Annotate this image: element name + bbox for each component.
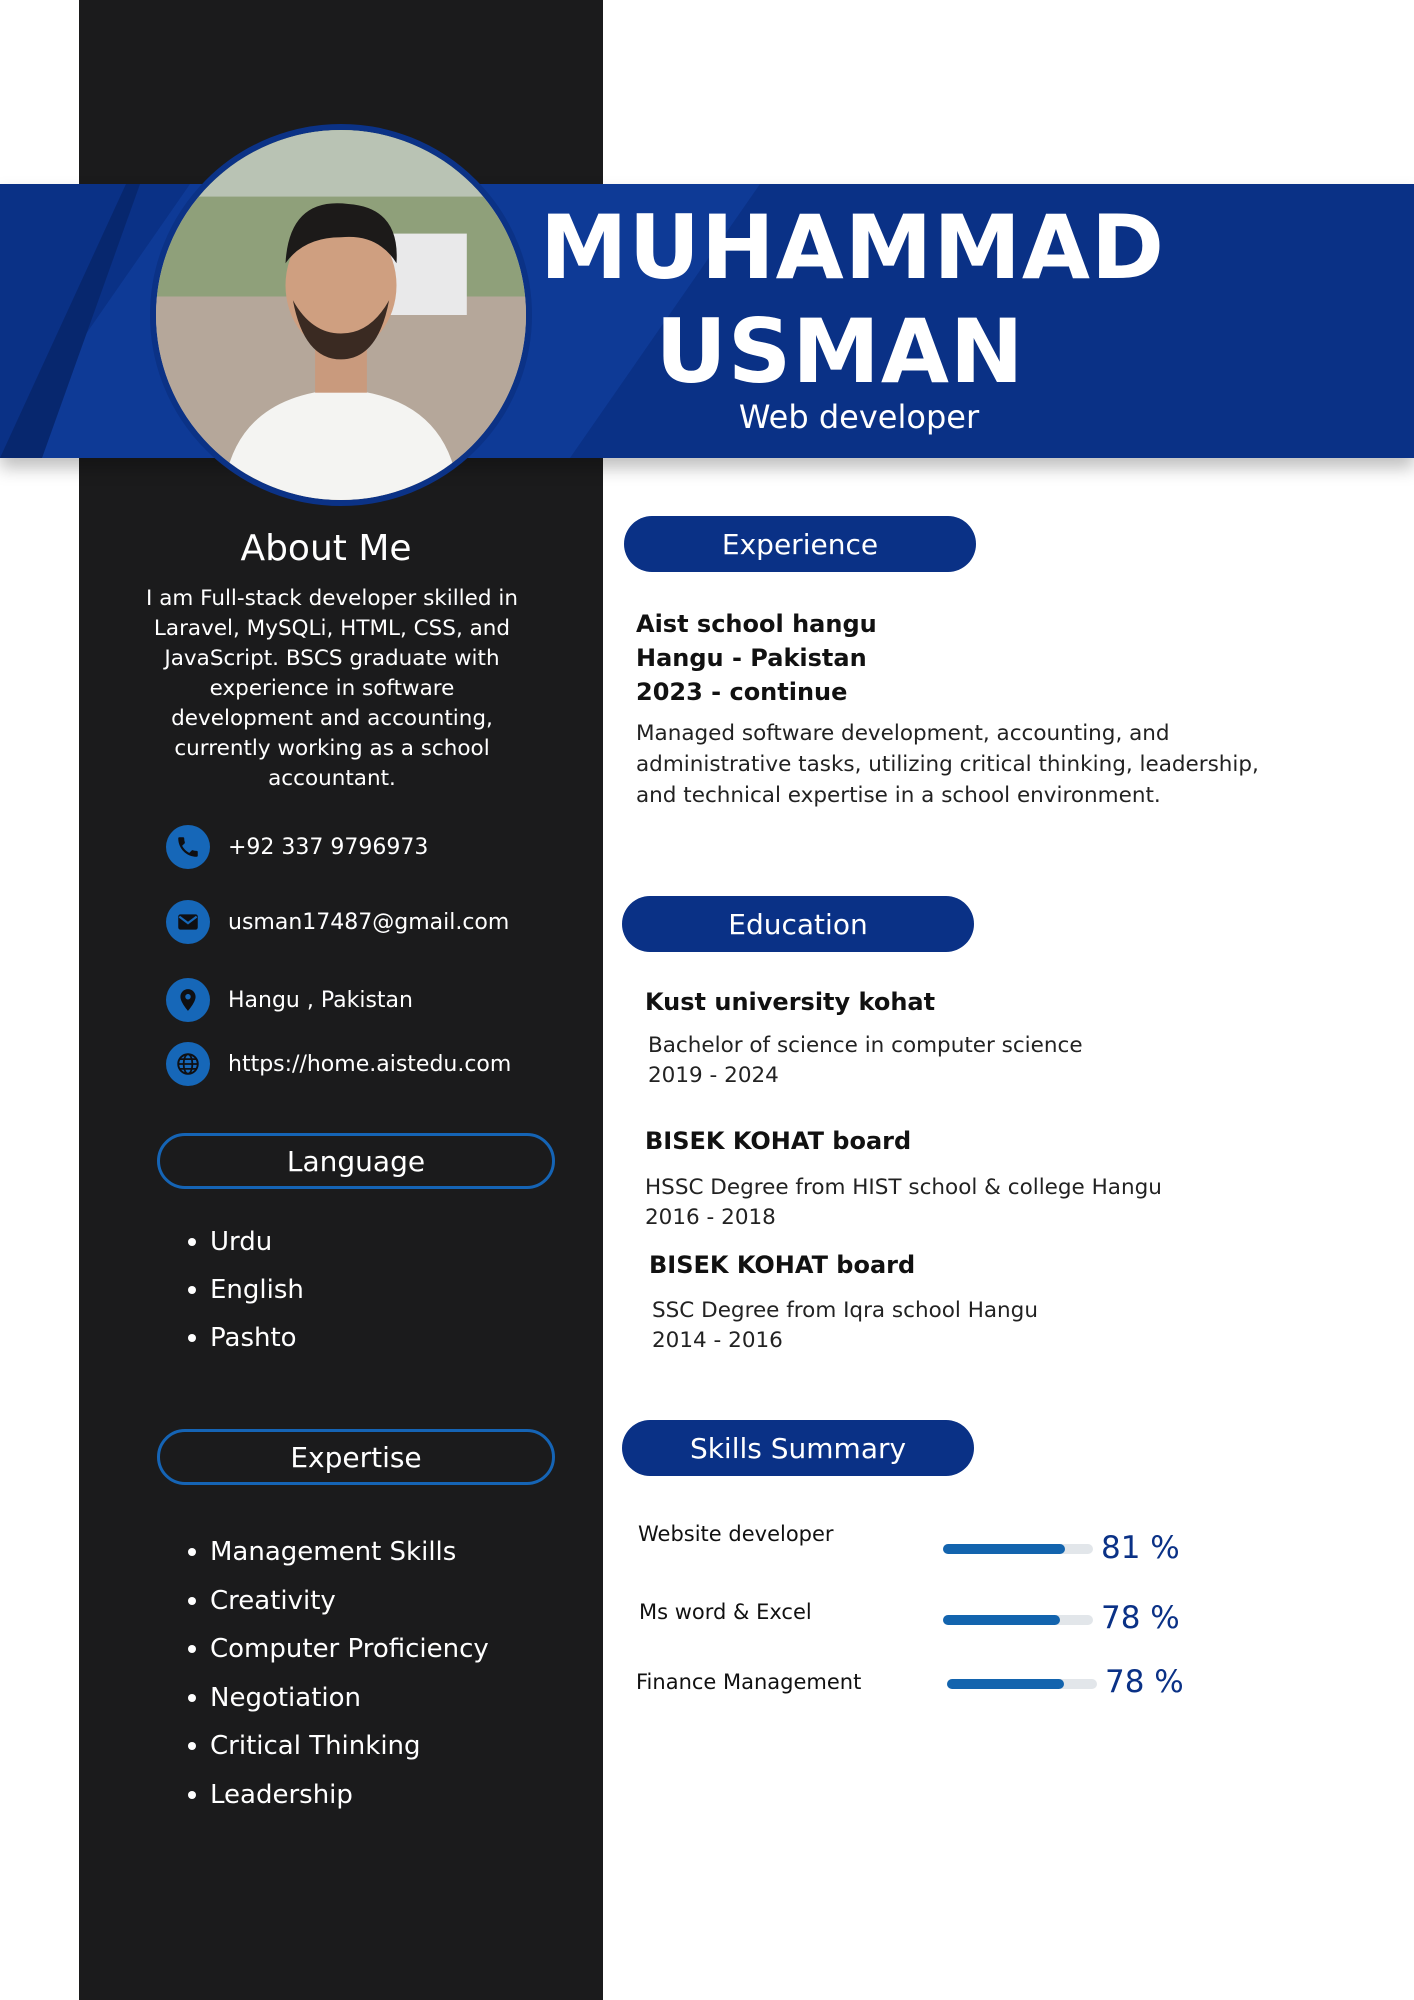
experience-period: 2023 - continue [636, 678, 848, 706]
phone-icon [166, 825, 210, 869]
email-address: usman17487@gmail.com [228, 909, 510, 935]
skill-bar-fill [947, 1679, 1064, 1689]
experience-heading: Experience [624, 516, 976, 572]
expertise-list [180, 1528, 489, 1819]
skill-percent: 81 % [1101, 1530, 1180, 1566]
experience-description-line: Managed software development, accounting, and [636, 721, 1170, 746]
skills-heading: Skills Summary [622, 1420, 974, 1476]
language-item: Urdu [180, 1218, 304, 1266]
expertise-item: Negotiation [180, 1674, 489, 1723]
skill-name: Finance Management [636, 1670, 862, 1694]
language-list [180, 1218, 304, 1362]
expertise-item: Computer Proficiency [180, 1625, 489, 1674]
location-text: Hangu , Pakistan [228, 987, 413, 1013]
globe-icon [166, 1042, 210, 1086]
education-institution: BISEK KOHAT board [649, 1251, 916, 1279]
profile-photo [150, 124, 532, 506]
contact-phone [166, 825, 586, 869]
education-period: 2019 - 2024 [648, 1063, 779, 1088]
name-line-2: USMAN [655, 300, 1025, 403]
education-period: 2014 - 2016 [652, 1328, 783, 1353]
skill-bar [943, 1544, 1093, 1554]
education-institution: Kust university kohat [645, 988, 936, 1016]
location-pin-icon [166, 978, 210, 1022]
education-degree: Bachelor of science in computer science [648, 1033, 1083, 1058]
job-title: Web developer [738, 398, 980, 436]
skill-bar-fill [943, 1544, 1065, 1554]
name-line-1: MUHAMMAD [540, 196, 1166, 299]
skill-bar [947, 1679, 1097, 1689]
website-link[interactable]: https://home.aistedu.com [228, 1051, 512, 1077]
education-degree: SSC Degree from Iqra school Hangu [652, 1298, 1038, 1323]
language-item: English [180, 1266, 304, 1314]
language-item: Pashto [180, 1314, 304, 1362]
skill-bar-fill [943, 1615, 1060, 1625]
skill-percent: 78 % [1105, 1664, 1184, 1700]
full-name [540, 196, 1166, 404]
about-title: About Me [240, 528, 412, 569]
experience-place: Hangu - Pakistan [636, 644, 867, 672]
email-icon [166, 900, 210, 944]
skill-bar [943, 1615, 1093, 1625]
skill-name: Website developer [638, 1522, 834, 1546]
phone-number: +92 337 9796973 [228, 834, 429, 860]
education-heading: Education [622, 896, 974, 952]
experience-organization: Aist school hangu [636, 610, 877, 638]
skill-name: Ms word & Excel [639, 1600, 812, 1624]
education-institution: BISEK KOHAT board [645, 1127, 912, 1155]
experience-description [636, 718, 1259, 811]
skill-percent: 78 % [1101, 1600, 1180, 1636]
contact-email [166, 900, 586, 944]
experience-description-line: and technical expertise in a school environment. [636, 783, 1161, 808]
contact-website[interactable] [166, 1042, 586, 1086]
about-text: I am Full-stack developer skilled in Laravel, MySQLi, HTML, CSS, and JavaScript. BSCS graduate with experience in software development and accounting, currently working as a school accountant. [146, 586, 518, 791]
expertise-item: Creativity [180, 1577, 489, 1626]
education-period: 2016 - 2018 [645, 1205, 776, 1230]
education-degree: HSSC Degree from HIST school & college Hangu [645, 1175, 1162, 1200]
experience-description-line: administrative tasks, utilizing critical thinking, leadership, [636, 752, 1259, 777]
contact-location [166, 978, 586, 1022]
expertise-item: Critical Thinking [180, 1722, 489, 1771]
expertise-heading: Expertise [157, 1429, 555, 1485]
language-heading: Language [157, 1133, 555, 1189]
expertise-item: Leadership [180, 1771, 489, 1820]
expertise-item: Management Skills [180, 1528, 489, 1577]
